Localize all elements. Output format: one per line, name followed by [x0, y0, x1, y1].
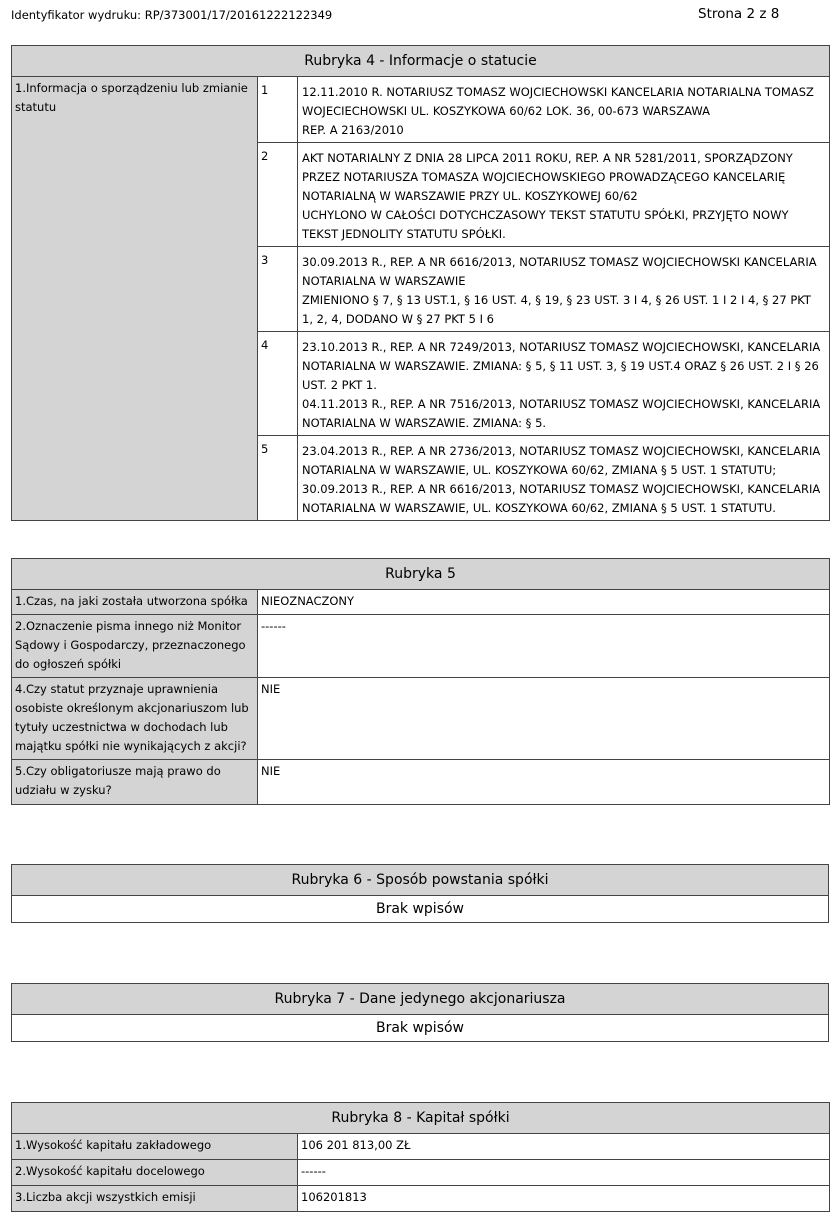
section-rubryka-6	[11, 864, 829, 923]
section-title: Rubryka 6 - Sposób powstania spółki	[12, 865, 829, 896]
print-identifier: Identyfikator wydruku: RP/373001/17/20161222122349	[11, 8, 333, 22]
section-title: Rubryka 4 - Informacje o statucie	[12, 46, 830, 77]
field-label: 3.Liczba akcji wszystkich emisji	[12, 1186, 298, 1212]
section-title: Rubryka 5	[12, 559, 830, 590]
section-rubryka-4	[11, 45, 830, 521]
no-entries-text: Brak wpisów	[12, 1015, 829, 1042]
section-title: Rubryka 8 - Kapitał spółki	[12, 1103, 830, 1134]
entry-number: 2	[258, 143, 298, 247]
field-label: 2.Wysokość kapitału docelowego	[12, 1160, 298, 1186]
field-label: 1.Czas, na jaki została utworzona spółka	[12, 590, 258, 615]
field-value: NIEOZNACZONY	[258, 590, 830, 615]
entry-number: 5	[258, 436, 298, 521]
section-rubryka-5	[11, 558, 830, 805]
section-title: Rubryka 7 - Dane jedynego akcjonariusza	[12, 984, 829, 1015]
entry-text: 30.09.2013 R., REP. A NR 6616/2013, NOTARIUSZ TOMASZ WOJCIECHOWSKI KANCELARIA NOTARIALNA W WARSZAWIE ZMIENIONO § 7, § 13 UST.1, § 16 UST. 4, § 19, § 23 UST. 3 I 4, § 26 UST. 1 I 2 I 4, § 27 PKT 1, 2, 4, DODANO W § 27 PKT 5 I 6	[298, 247, 830, 332]
entry-text: AKT NOTARIALNY Z DNIA 28 LIPCA 2011 ROKU, REP. A NR 5281/2011, SPORZĄDZONY PRZEZ NOTARIUSZA TOMASZA WOJCIECHOWSKIEGO PROWADZĄCEGO KANCELARIĘ NOTARIALNĄ W WARSZAWIE PRZY UL. KOSZYKOWEJ 60/62 UCHYLONO W CAŁOŚCI DOTYCHCZASOWY TEKST STATUTU SPÓŁKI, PRZYJĘTO NOWY TEKST JEDNOLITY STATUTU SPÓŁKI.	[298, 143, 830, 247]
entry-number: 1	[258, 77, 298, 143]
entry-number: 4	[258, 332, 298, 436]
field-value: ------	[298, 1160, 830, 1186]
no-entries-text: Brak wpisów	[12, 896, 829, 923]
field-label: 1.Informacja o sporządzeniu lub zmianie statutu	[12, 77, 258, 521]
entry-number: 3	[258, 247, 298, 332]
field-label: 5.Czy obligatoriusze mają prawo do udziału w zysku?	[12, 760, 258, 805]
field-value: 106201813	[298, 1186, 830, 1212]
field-value: ------	[258, 615, 830, 678]
entry-text: 23.04.2013 R., REP. A NR 2736/2013, NOTARIUSZ TOMASZ WOJCIECHOWSKI, KANCELARIA NOTARIALNA W WARSZAWIE, UL. KOSZYKOWA 60/62, ZMIANA § 5 UST. 1 STATUTU; 30.09.2013 R., REP. A NR 6616/2013, NOTARIUSZ TOMASZ WOJCIECHOWSKI, KANCELARIA NOTARIALNA W WARSZAWIE, UL. KOSZYKOWA 60/62, ZMIANA § 5 UST. 1 STATUTU.	[298, 436, 830, 521]
field-value: NIE	[258, 760, 830, 805]
section-rubryka-7	[11, 983, 829, 1042]
field-label: 4.Czy statut przyznaje uprawnienia osobiste określonym akcjonariuszom lub tytuły uczestnictwa w dochodach lub majątku spółki nie wynikających z akcji?	[12, 678, 258, 760]
field-label: 1.Wysokość kapitału zakładowego	[12, 1134, 298, 1160]
section-rubryka-8	[11, 1102, 830, 1212]
page-number: Strona 2 z 8	[698, 6, 780, 22]
entry-text: 23.10.2013 R., REP. A NR 7249/2013, NOTARIUSZ TOMASZ WOJCIECHOWSKI, KANCELARIA NOTARIALNA W WARSZAWIE. ZMIANA: § 5, § 11 UST. 3, § 19 UST.4 ORAZ § 26 UST. 2 I § 26 UST. 2 PKT 1. 04.11.2013 R., REP. A NR 7516/2013, NOTARIUSZ TOMASZ WOJCIECHOWSKI, KANCELARIA NOTARIALNA W WARSZAWIE. ZMIANA: § 5.	[298, 332, 830, 436]
field-value: NIE	[258, 678, 830, 760]
field-label: 2.Oznaczenie pisma innego niż Monitor Sądowy i Gospodarczy, przeznaczonego do ogłoszeń spółki	[12, 615, 258, 678]
entry-text: 12.11.2010 R. NOTARIUSZ TOMASZ WOJCIECHOWSKI KANCELARIA NOTARIALNA TOMASZ WOJECIECHOWSKI UL. KOSZYKOWA 60/62 LOK. 36, 00-673 WARSZAWA REP. A 2163/2010	[298, 77, 830, 143]
field-value: 106 201 813,00 ZŁ	[298, 1134, 830, 1160]
